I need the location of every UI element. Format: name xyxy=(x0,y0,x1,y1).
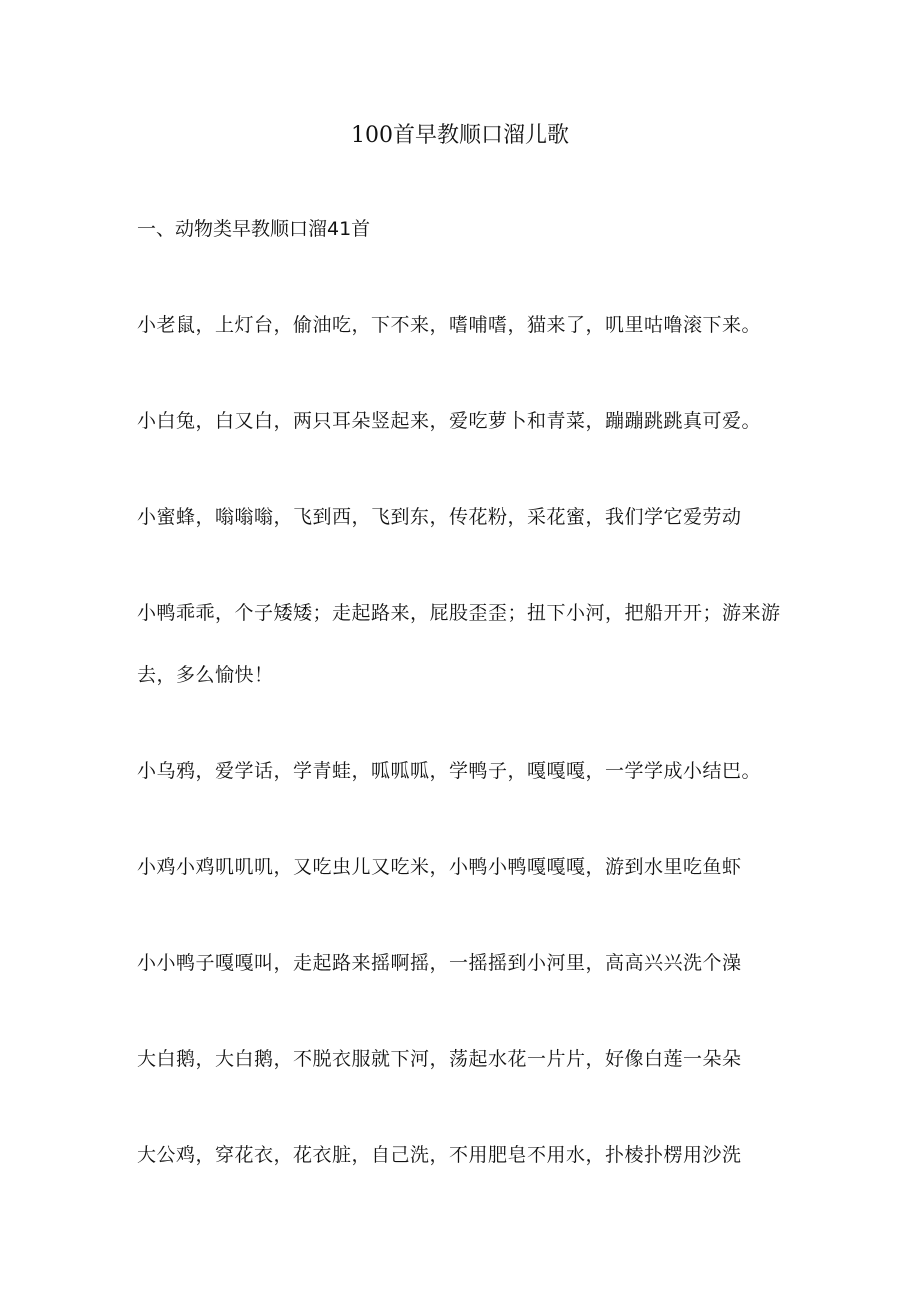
verse-list xyxy=(137,308,797,1234)
verse-paragraph: 小白兔，白又白，两只耳朵竖起来，爱吃萝卜和青菜，蹦蹦跳跳真可爱。 xyxy=(137,410,762,432)
verse-paragraph: 小蜜蜂，嗡嗡嗡，飞到西，飞到东，传花粉，采花蜜，我们学它爱劳动 xyxy=(137,506,742,528)
document-title: 100首早教顺口溜儿歌 xyxy=(351,123,569,148)
section-heading: 一、动物类早教顺口溜41首 xyxy=(137,218,371,240)
verse-paragraph: 小鸡小鸡叽叽叽，又吃虫儿又吃米，小鸭小鸭嘎嘎嘎，游到水里吃鱼虾 xyxy=(137,856,742,878)
verse-paragraph: 小小鸭子嘎嘎叫，走起路来摇啊摇，一摇摇到小河里，高高兴兴洗个澡 xyxy=(137,952,742,974)
verse-paragraph: 大公鸡，穿花衣，花衣脏，自己洗，不用肥皂不用水，扑棱扑楞用沙洗 xyxy=(137,1144,742,1166)
verse-paragraph: 小老鼠，上灯台，偷油吃，下不来，嗜哺嗜，猫来了，叽里咕噜滚下来。 xyxy=(137,314,762,336)
verse-paragraph: 小乌鸦，爱学话，学青蛙，呱呱呱，学鸭子，嘎嘎嘎，一学学成小结巴。 xyxy=(137,760,762,782)
verse-paragraph: 大白鹅，大白鹅，不脱衣服就下河，荡起水花一片片，好像白莲一朵朵 xyxy=(137,1048,742,1070)
verse-paragraph: 小鸭乖乖，个子矮矮；走起路来，屁股歪歪；扭下小河，把船开开；游来游去，多么愉快！ xyxy=(137,602,781,686)
